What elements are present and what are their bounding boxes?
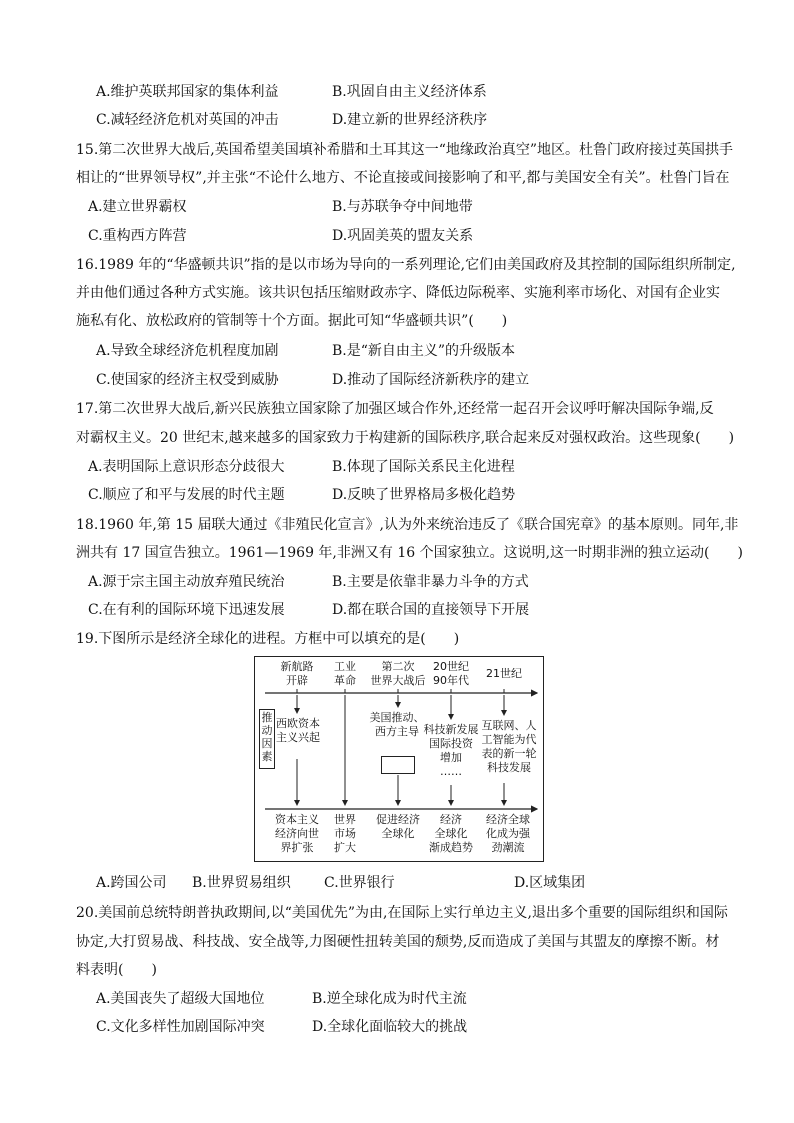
globalization-process-diagram bbox=[254, 656, 544, 862]
result-globalization-strong bbox=[479, 813, 537, 855]
q16-option-d[interactable]: D.推动了国际经济新秩序的建立 bbox=[332, 372, 530, 388]
result-globalization-trend-text: 经济 全球化 渐成趋势 bbox=[429, 813, 473, 854]
q20-option-b[interactable]: B.逆全球化成为时代主流 bbox=[312, 991, 467, 1007]
period-industrial bbox=[327, 660, 363, 688]
q15-option-a[interactable]: A.建立世界霸权 bbox=[88, 199, 187, 215]
factor-tech-investment bbox=[419, 723, 483, 779]
result-globalization-trend bbox=[425, 813, 477, 855]
q18-option-c[interactable]: C.在有利的国际环境下迅速发展 bbox=[88, 602, 285, 618]
result-world-market bbox=[329, 813, 361, 855]
q18-option-d[interactable]: D.都在联合国的直接领导下开展 bbox=[332, 602, 530, 618]
factor-internet-ai bbox=[477, 719, 541, 775]
q16-stem-line-1: 16.1989 年的“华盛顿共识”指的是以市场为导向的一系列理论,它们由美国政府及其控制的国际组织所制定, bbox=[76, 257, 736, 273]
driving-factors-text: 推 动 因 素 bbox=[261, 711, 273, 763]
q17-option-a[interactable]: A.表明国际上意识形态分歧很大 bbox=[88, 459, 285, 475]
q16-option-a[interactable]: A.导致全球经济危机程度加剧 bbox=[96, 343, 279, 359]
result-promote-globalization-text: 促进经济 全球化 bbox=[376, 813, 420, 840]
q20-stem-line-3: 料表明( ) bbox=[76, 962, 157, 978]
q19-option-d[interactable]: D.区域集团 bbox=[514, 875, 586, 891]
q18-stem-line-2: 洲共有 17 国宣告独立。1961—1969 年,非洲又有 16 个国家独立。这说明,这一时期非洲的独立运动( ) bbox=[76, 545, 743, 561]
q14-option-c[interactable]: C.减轻经济危机对英国的冲击 bbox=[96, 112, 279, 128]
q20-stem-line-1: 20.美国前总统特朗普执政期间,以“美国优先”为由,在国际上实行单边主义,退出多个重要的国际组织和国际 bbox=[76, 905, 728, 921]
q20-option-d[interactable]: D.全球化面临较大的挑战 bbox=[312, 1019, 468, 1035]
q16-option-c[interactable]: C.使国家的经济主权受到威胁 bbox=[96, 372, 279, 388]
q18-option-b[interactable]: B.主要是依靠非暴力斗争的方式 bbox=[332, 574, 529, 590]
q18-option-a[interactable]: A.源于宗主国主动放弃殖民统治 bbox=[88, 574, 285, 590]
period-21st bbox=[483, 667, 525, 681]
q14-option-a[interactable]: A.维护英联邦国家的集体利益 bbox=[96, 84, 279, 100]
q17-option-c[interactable]: C.顺应了和平与发展的时代主题 bbox=[88, 487, 285, 503]
q15-stem-line-1: 15.第二次世界大战后,英国希望美国填补希腊和土耳其这一“地缘政治真空”地区。杜鲁门政府接过英国拱手 bbox=[76, 142, 734, 158]
q19-option-b[interactable]: B.世界贸易组织 bbox=[192, 875, 291, 891]
q17-stem-line-1: 17.第二次世界大战后,新兴民族独立国家除了加强区域合作外,还经常一起召开会议呼吁解决国际争端,反 bbox=[76, 401, 714, 417]
period-new-route bbox=[277, 660, 317, 688]
factor-us-led-text: 美国推动、 西方主导 bbox=[369, 711, 425, 738]
period-1990s bbox=[429, 660, 473, 688]
q14-option-b[interactable]: B.巩固自由主义经济体系 bbox=[332, 84, 487, 100]
factor-tech-investment-text: 科技新发展 国际投资 增加 …… bbox=[423, 723, 479, 778]
q19-stem: 19.下图所示是经济全球化的进程。方框中可以填充的是( ) bbox=[76, 631, 460, 647]
q20-stem-line-2: 协定,大打贸易战、科技战、安全战等,力图硬性扭转美国的颓势,反而造成了美国与其盟友的摩擦不断。材 bbox=[76, 934, 720, 950]
q16-stem-line-3: 施私有化、放松政府的管制等十个方面。据此可知“华盛顿共识”( ) bbox=[76, 313, 508, 329]
period-post-ww2 bbox=[368, 660, 428, 688]
result-capitalism-expansion-text: 资本主义 经济向世 界扩张 bbox=[275, 813, 319, 854]
factor-west-europe-text: 西欧资本 主义兴起 bbox=[276, 717, 320, 744]
q20-option-c[interactable]: C.文化多样性加剧国际冲突 bbox=[96, 1019, 265, 1035]
factor-west-europe bbox=[273, 717, 323, 745]
period-industrial-text: 工业 革命 bbox=[334, 660, 356, 687]
q16-stem-line-2: 并由他们通过各种方式实施。该共识包括压缩财政赤字、降低边际税率、实施利率市场化、对国有企业实 bbox=[76, 285, 720, 301]
factor-internet-ai-text: 互联网、人 工智能为代 表的新一轮 科技发展 bbox=[481, 719, 537, 774]
q17-option-d[interactable]: D.反映了世界格局多极化趋势 bbox=[332, 487, 516, 503]
q15-option-c[interactable]: C.重构西方阵营 bbox=[88, 228, 187, 244]
q15-option-d[interactable]: D.巩固美英的盟友关系 bbox=[332, 228, 474, 244]
q15-stem-line-2: 相让的“世界领导权”,并主张“不论什么地方、不论直接或间接影响了和平,都与美国安全有关”。杜鲁门旨在 bbox=[76, 170, 730, 186]
period-1990s-text: 20世纪 90年代 bbox=[433, 660, 469, 687]
q19-option-a[interactable]: A.跨国公司 bbox=[96, 875, 167, 891]
result-promote-globalization bbox=[369, 813, 427, 841]
period-post-ww2-text: 第二次 世界大战后 bbox=[370, 660, 426, 687]
q20-option-a[interactable]: A.美国丧失了超级大国地位 bbox=[96, 991, 265, 1007]
blank-fill-box[interactable] bbox=[381, 756, 415, 774]
q15-option-b[interactable]: B.与苏联争夺中间地带 bbox=[332, 199, 473, 215]
result-globalization-strong-text: 经济全球 化成为强 劲潮流 bbox=[486, 813, 530, 854]
result-capitalism-expansion bbox=[271, 813, 323, 855]
q16-option-b[interactable]: B.是“新自由主义”的升级版本 bbox=[332, 343, 516, 359]
period-21st-text: 21世纪 bbox=[486, 667, 522, 680]
result-world-market-text: 世界 市场 扩大 bbox=[334, 813, 356, 854]
q18-stem-line-1: 18.1960 年,第 15 届联大通过《非殖民化宣言》,认为外来统治违反了《联合国宪章》的基本原则。同年,非 bbox=[76, 517, 739, 533]
q17-option-b[interactable]: B.体现了国际关系民主化进程 bbox=[332, 459, 515, 475]
period-new-route-text: 新航路 开辟 bbox=[280, 660, 314, 687]
q19-option-c[interactable]: C.世界银行 bbox=[324, 875, 395, 891]
q14-option-d[interactable]: D.建立新的世界经济秩序 bbox=[332, 112, 488, 128]
q17-stem-line-2: 对霸权主义。20 世纪末,越来越多的国家致力于构建新的国际秩序,联合起来反对强权政治。这些现象( ) bbox=[76, 430, 735, 446]
